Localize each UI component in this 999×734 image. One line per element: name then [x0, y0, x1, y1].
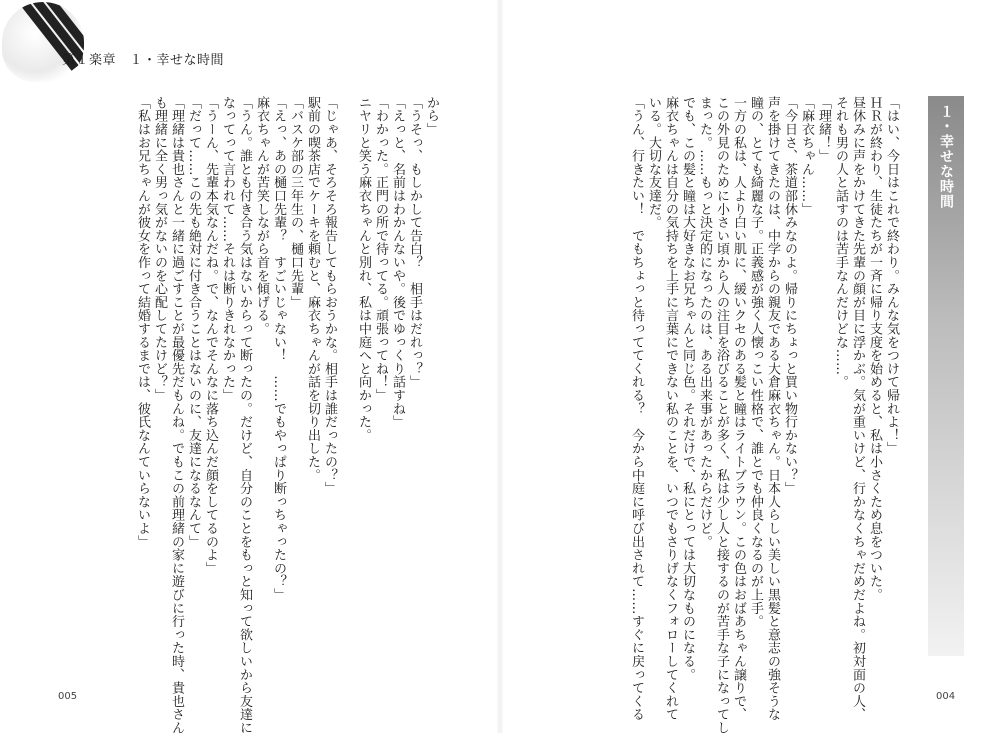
text-line: 駅前の喫茶店でケーキを頼むと、麻衣ちゃんが話を切り出した。 [305, 96, 320, 482]
page-number-left: 005 [58, 691, 78, 702]
text-line: ニヤリと笑う麻衣ちゃんと別れ、私は中庭へと向かった。 [356, 96, 371, 442]
text-line: なってって言われて……それは断りきれなかった」 [220, 96, 235, 402]
chapter-tab [928, 96, 964, 656]
text-line: でも、この髪と瞳は大好きなお兄ちゃんと同じ色。それだけで、私にとっては大切なものになる。 [680, 96, 695, 682]
text-line: 声を掛けてきたのは、中学からの親友である大倉麻衣ちゃん。日本人らしい美しい黒髪と意志の強そうな [765, 96, 780, 722]
text-line: 昼休みに声をかけてきた先輩の顔が目に浮かぶ。気が重いけど、行かなくちゃだめだよね。初対面の人、 [850, 96, 865, 722]
text-line: 「今日さ、茶道部休みなのよ。帰りにちょっと買い物行かない？」 [782, 96, 797, 495]
text-line: いる。大切な友達だ。 [646, 96, 661, 229]
text-line: 「うそっ、もしかして告白？ 相手はだれっ？」 [407, 96, 422, 389]
text-line: 「うーん、先輩本気なんだね。で、なんでそんなに落ち込んだ顔をしてるのよ」 [203, 96, 218, 575]
text-line: この外見のために小さい頃から人の注目を浴びることが多く、私は少し人と接するのが苦手な子になってし [714, 96, 729, 734]
text-line: 麻衣ちゃんは自分の気持ちを上手に言葉にできない私のことを、いつでもさりげなくフォローしてくれて [663, 96, 678, 722]
chapter-tab-label: １・幸せな時間 [938, 104, 954, 209]
text-line: 瞳の、とても綺麗な子。正義感が強く人懐っこい性格で、誰とでも仲良くなるのが上手。 [748, 96, 763, 628]
text-line: 「麻衣ちゃん……」 [799, 96, 814, 216]
text-line: 「うん。誰とも付き合う気はないからって断ったの。だけど、自分のことをもっと知って欲しいから友達に [237, 96, 252, 734]
text-line: 「理緒！」 [816, 96, 831, 163]
text-line: から」 [424, 96, 439, 136]
text-line: ＨＲが終わり、生徒たちが一斉に帰り支度を始めると、私は小さくため息をついた。 [867, 96, 882, 602]
text-line: 「わかった。正門の所で待ってる。頑張ってね！」 [373, 96, 388, 402]
text-line: 「えっと、名前はわかんないや。後でゆっくり話すね」 [390, 96, 405, 429]
text-line: も理緒に全く男っ気がないのを心配してたけど？」 [152, 96, 167, 402]
text-line: 「うん、行きたい！ でもちょっと待っててくれる？ 今から中庭に呼び出されて……すぐに戻ってくる [629, 96, 644, 722]
page-gutter [497, 0, 503, 733]
page-number-right: 004 [936, 691, 956, 702]
text-line: 「はい、今日はこれで終わり。みんな気をつけて帰れよ！」 [884, 96, 899, 456]
text-line: それも男の人と話すのは苦手なんだけどな……。 [833, 96, 848, 389]
text-line-blank [338, 96, 355, 651]
text-line: 麻衣ちゃんが苦笑しながら首を傾げる。 [254, 96, 269, 336]
text-line: 「じゃあ、そろそろ報告してもらおうかな。相手は誰だったの？」 [322, 96, 337, 495]
chapter-header: 第１楽章 １・幸せな時間 [62, 53, 225, 68]
text-line: 「理緒は貴也さんと一緒に過ごすことが最優先だもんね。でもこの前理緒の家に遊びに行った時、貴也さん [169, 96, 184, 734]
text-line: 「だって……この先も絶対に付き合うことはないのに、友達になるなんて」 [186, 96, 201, 549]
piano-keys-icon [2, 2, 84, 82]
text-line: まった。……もっと決定的になったのは、ある出来事があったからだけど。 [697, 96, 712, 549]
text-line: 「バスケ部の三年生の、樋口先輩」 [288, 96, 303, 309]
text-line: 「私はお兄ちゃんが彼女を作って結婚するまでは、彼氏なんていらないよ」 [135, 96, 150, 549]
right-page-body [560, 96, 900, 734]
text-line: 一方の私は、人より白い肌に、緩いクセのある髪と瞳はライトブラウン。この色はおばあちゃん譲りで、 [731, 96, 746, 722]
text-line: 「えっ、あの樋口先輩？ すごいじゃない！ ……でもやっぱり断っちゃったの？」 [271, 96, 286, 602]
